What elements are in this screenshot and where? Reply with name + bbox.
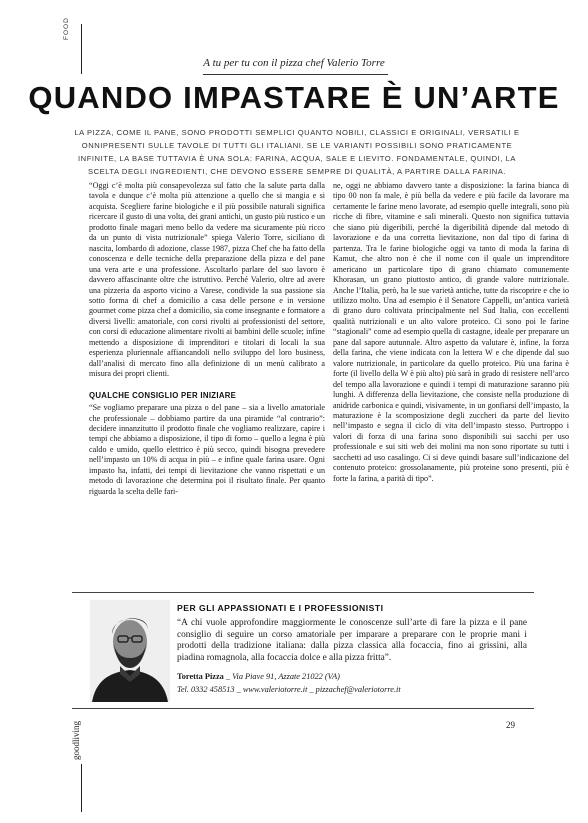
box-quote: “A chi vuole approfondire maggiormente le conoscenze sull’arte di fare la pizza e il pane consiglio di seguire un corso amatoriale per imparare a preparare con le proprie mani i prodotti della tradizione italiana: dalla pizza classica alla focaccia, fino ai grissini, alla piadina romagnola, alla focaccia dolce e alla pizza fritta”. [177,618,527,664]
contact-details: Tel. 0332 458513 _ www.valeriotorre.it _ pizzachef@valeriotorre.it [177,685,401,694]
article-paragraph: “Oggi c’è molta più consapevolezza sul fatto che la salute parta dalla tavola e dunque c’è molta più attenzione a quello che si mangia e si acquista. Scegliere farine biologiche e il più possibile naturali significa ricercare il gusto di una volta, dei grani antichi, un gusto più rustico e un prodotto finale magari meno bello da vedere ma sicuramente più ricco da un punto di vista nutrizionale” spiega Valerio Torre, siciliano di nascita, lombardo di adozione, classe 1987, pizza Chef che ha fatto della conoscenza e delle tecniche della preparazione della pizza e del pane una vera arte e una professione. Ascoltarlo parlare del suo lavoro è davvero affascinante oltre che istruttivo. Perché Valerio, oltre ad avere una pizzeria da asporto vicino a Varese, condivide la sua passione sia sotto forma di chef a domicilio a casa delle persone e in versione gourmet come pizza chef a domicilio, sia come insegnante e formatore a diversi livelli: amatoriale, con corsi rivolti ai professionisti del settore, con corsi di educazione alimentare rivolti ai bambini delle scuole; infine mettendo a disposizione di imprenditori e titolari di locali la sua esperienza pluriennale affiancandoli nello sviluppo del loro business, dall’analisi di mercato fino alla definizione di un menù calibrato a misura dei propri clienti. [89,181,325,379]
box-bottom-rule [72,708,534,709]
chef-portrait-image [90,600,170,702]
bottom-vertical-rule [81,764,82,812]
contact-line [177,672,340,681]
section-tag: FOOD [63,17,70,40]
intro-text: LA PIZZA, COME IL PANE, SONO PRODOTTI SEMPLICI QUANTO NOBILI, CLASSICI E ORIGINALI, VERSATILI E ONNIPRESENTI SULLE TAVOLE DI TUTTI GLI ITALIANI. SE LE VARIANTI POSSIBILI SONO PRATICAMENTE INFINITE, LA BASE TUTTAVIA È UNA SOLA: FARINA, ACQUA, SALE E LIEVITO. FONDAMENTALE, QUINDI, LA SCELTA DEGLI INGREDIENTI, CHE DEVONO ESSERE SEMPRE DI QUALITÀ, A PARTIRE DALLA FARINA. [74,128,520,176]
article-column-2 [333,181,569,484]
box-title: PER GLI APPASSIONATI E I PROFESSIONISTI [177,603,384,613]
business-address: _ Via Piave 91, Azzate 21022 (VA) [225,672,340,681]
page-number: 29 [506,720,515,730]
article-paragraph: ne, oggi ne abbiamo davvero tante a disposizione: la farina bianca di tipo 00 non fa male, è più bella da vedere e più facile da lavorare ma certamente le farine meno lavorate, ad esempio quelle integrali, sono più ricche di fibre, vitamine e sali minerali. Questo non significa tuttavia che siano più digeribili, perché la digeribilità dipende dal metodo di lavorazione e da una corretta lievitazione, non dal tipo di farina di partenza. Tra le farine biologiche oggi va tanto di moda la farina di Kamut, che altro non è che il nome con il quale un imprenditore americano un particolare tipo di grano chiamato comunemente Khorasan, un grano piuttosto antico, di grande valore nutrizionale. Anche l’Italia, però, ha le sue varietà antiche, tutte da riscoprire e che io utilizzo molto. Una ad esempio è il Senatore Cappelli, un’antica varietà di grano duro coltivata principalmente nel Sud Italia, con eccellenti qualità nutrizionali e un alto valore proteico. Ci sono poi le farine “stagionali” come ad esempio quella di castagne, ideale per preparare un pane dal sapore autunnale. Altro aspetto da valutare è, infine, la forza della farina, che viene indicata con la lettera W e che dipende dal suo valore nutrizionale, in particolare da quello proteico. Più una farina è forte (il livello della W è più alto) più sarà in grado di resistere nell’arco del tempo alla lavorazione e quindi i tempi di maturazione saranno più lunghi. A differenza della lievitazione, che consiste nella produzione di anidride carbonica e quindi, visivamente, in un gonfiarsi dell’impasto, la maturazione è la scomposizione degli zuccheri da parte del lievito nell’impasto e segna il ciclo di vita dell’impasto stesso. Purtroppo i valori di forza di una farina sono disponibili sui sacchi per uso professionale e sui siti web dei molini ma non sono riportate su tutti i sacchetti ad uso casalingo. Ci si deve quindi basare sull’indicazione del contenuto proteico: grossolanamente, più proteine sono presenti, più è forte la farina, a parità di tipo”. [333,181,569,483]
article-column-1 [89,181,325,497]
kicker: A tu per tu con il pizza chef Valerio Torre [203,57,385,69]
page-title: QUANDO IMPASTARE È UN’ARTE [28,80,560,115]
magazine-brand: goodliving [71,720,81,760]
box-top-rule [72,592,534,593]
business-name: Toretta Pizza [177,672,224,681]
kicker-underline [203,74,388,75]
subheading: QUALCHE CONSIGLIO PER INIZIARE [89,390,237,400]
chef-photo [90,600,170,702]
article-paragraph: “Se vogliamo preparare una pizza o del pane – sia a livello amatoriale che professionale – dobbiamo partire da una piramide “al contrario”: decidere innanzitutto il prodotto finale che vogliamo realizzare, capire i tempi che abbiamo a disposizione, il tipo di forno – quello a legna è più caldo e umido, quello elettrico è più secco, quindi bisogna prevedere nell’impasto un 10% di acqua in più – e infine quale farina usare. Ogni impasto ha, infatti, dei tempi di lievitazione che vanno rispettati e un metodo di lavorazione che determina poi il risultato finale. Per quanto riguarda la scelta delle fari- [89,403,325,496]
